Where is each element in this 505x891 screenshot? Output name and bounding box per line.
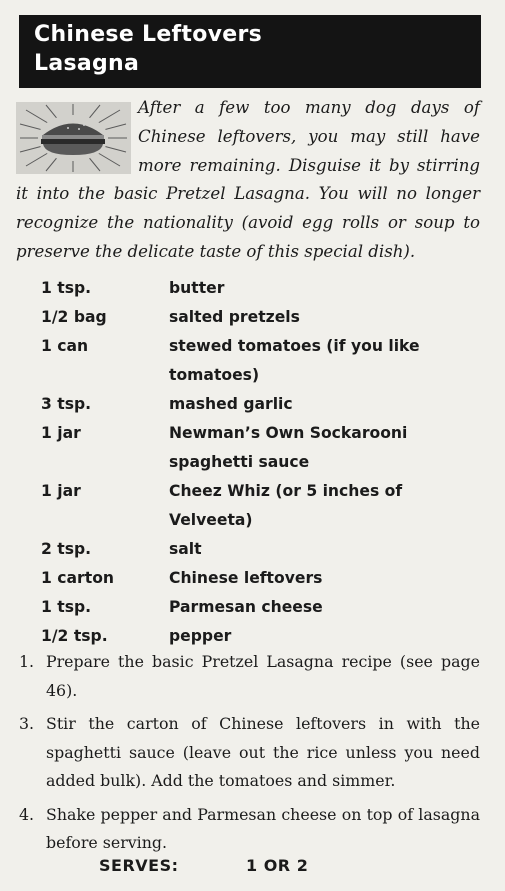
step-item — [16, 710, 480, 796]
recipe-intro — [16, 94, 480, 267]
intro-text: After a few too many dog days of Chinese leftovers, you may still have more remaining. Disguise it by stirring it into the basic Pretzel Lasagna. You will no longer recognize the nationality (avoid egg rolls or soup to preserve the delicate taste of this special dish). — [16, 98, 480, 261]
ingredient-row — [0, 564, 505, 593]
ingredient-qty: 1/2 bag — [41, 308, 107, 326]
ingredient-qty: 1 can — [41, 337, 89, 355]
ingredient-item: butter — [169, 279, 225, 297]
ingredient-qty: 1 jar — [41, 424, 81, 442]
ingredient-qty: 1 tsp. — [41, 598, 92, 616]
ingredient-row — [0, 419, 505, 477]
ingredient-item: Chinese leftovers — [169, 569, 323, 587]
step-text: Shake pepper and Parmesan cheese on top of lasagna before serving. — [46, 804, 480, 852]
recipe-title — [34, 20, 262, 78]
ingredient-item: Newman’s Own Sockarooni spaghetti sauce — [169, 424, 408, 471]
step-number: 4. — [19, 804, 35, 824]
ingredient-qty: 1 tsp. — [41, 279, 92, 297]
ingredient-row — [0, 390, 505, 419]
ingredient-row — [0, 593, 505, 622]
illustration-float — [16, 94, 138, 180]
step-number: 1. — [19, 652, 35, 671]
ingredient-qty: 1 jar — [41, 482, 81, 500]
ingredient-item: pepper — [169, 627, 232, 645]
step-text: Stir the carton of Chinese leftovers in with the spaghetti sauce (leave out the rice unless you need added bulk). Add the tomatoes and simmer. — [46, 714, 480, 790]
ingredient-row — [0, 274, 505, 303]
ingredient-list — [0, 274, 505, 651]
ingredient-qty: 2 tsp. — [41, 540, 92, 558]
step-item — [16, 801, 480, 858]
ingredient-row — [0, 332, 505, 390]
ingredient-row — [0, 477, 505, 535]
title-line-1: Chinese Leftovers — [34, 22, 263, 47]
ingredient-item: Cheez Whiz (or 5 inches of Velveeta) — [169, 482, 403, 529]
ingredient-qty: 3 tsp. — [41, 395, 92, 413]
title-line-2: Lasagna — [34, 51, 140, 76]
ingredient-item: salt — [169, 540, 202, 558]
step-text: Prepare the basic Pretzel Lasagna recipe (see page 46). — [46, 652, 480, 700]
ingredient-item: mashed garlic — [169, 395, 293, 413]
ingredient-qty: 1 carton — [41, 569, 115, 587]
ingredient-item: stewed tomatoes (if you like tomatoes) — [169, 337, 420, 384]
ingredient-item: salted pretzels — [169, 308, 300, 326]
step-list — [16, 648, 480, 863]
ingredient-row — [0, 535, 505, 564]
ingredient-row — [0, 303, 505, 332]
serves-label: SERVES: — [99, 856, 179, 875]
step-number: 3. — [19, 714, 35, 733]
serves-value: 1 OR 2 — [246, 856, 309, 875]
ingredient-row — [0, 622, 505, 651]
ingredient-qty: 1/2 tsp. — [41, 627, 108, 645]
ingredient-item: Parmesan cheese — [169, 598, 323, 616]
step-item — [16, 648, 480, 705]
